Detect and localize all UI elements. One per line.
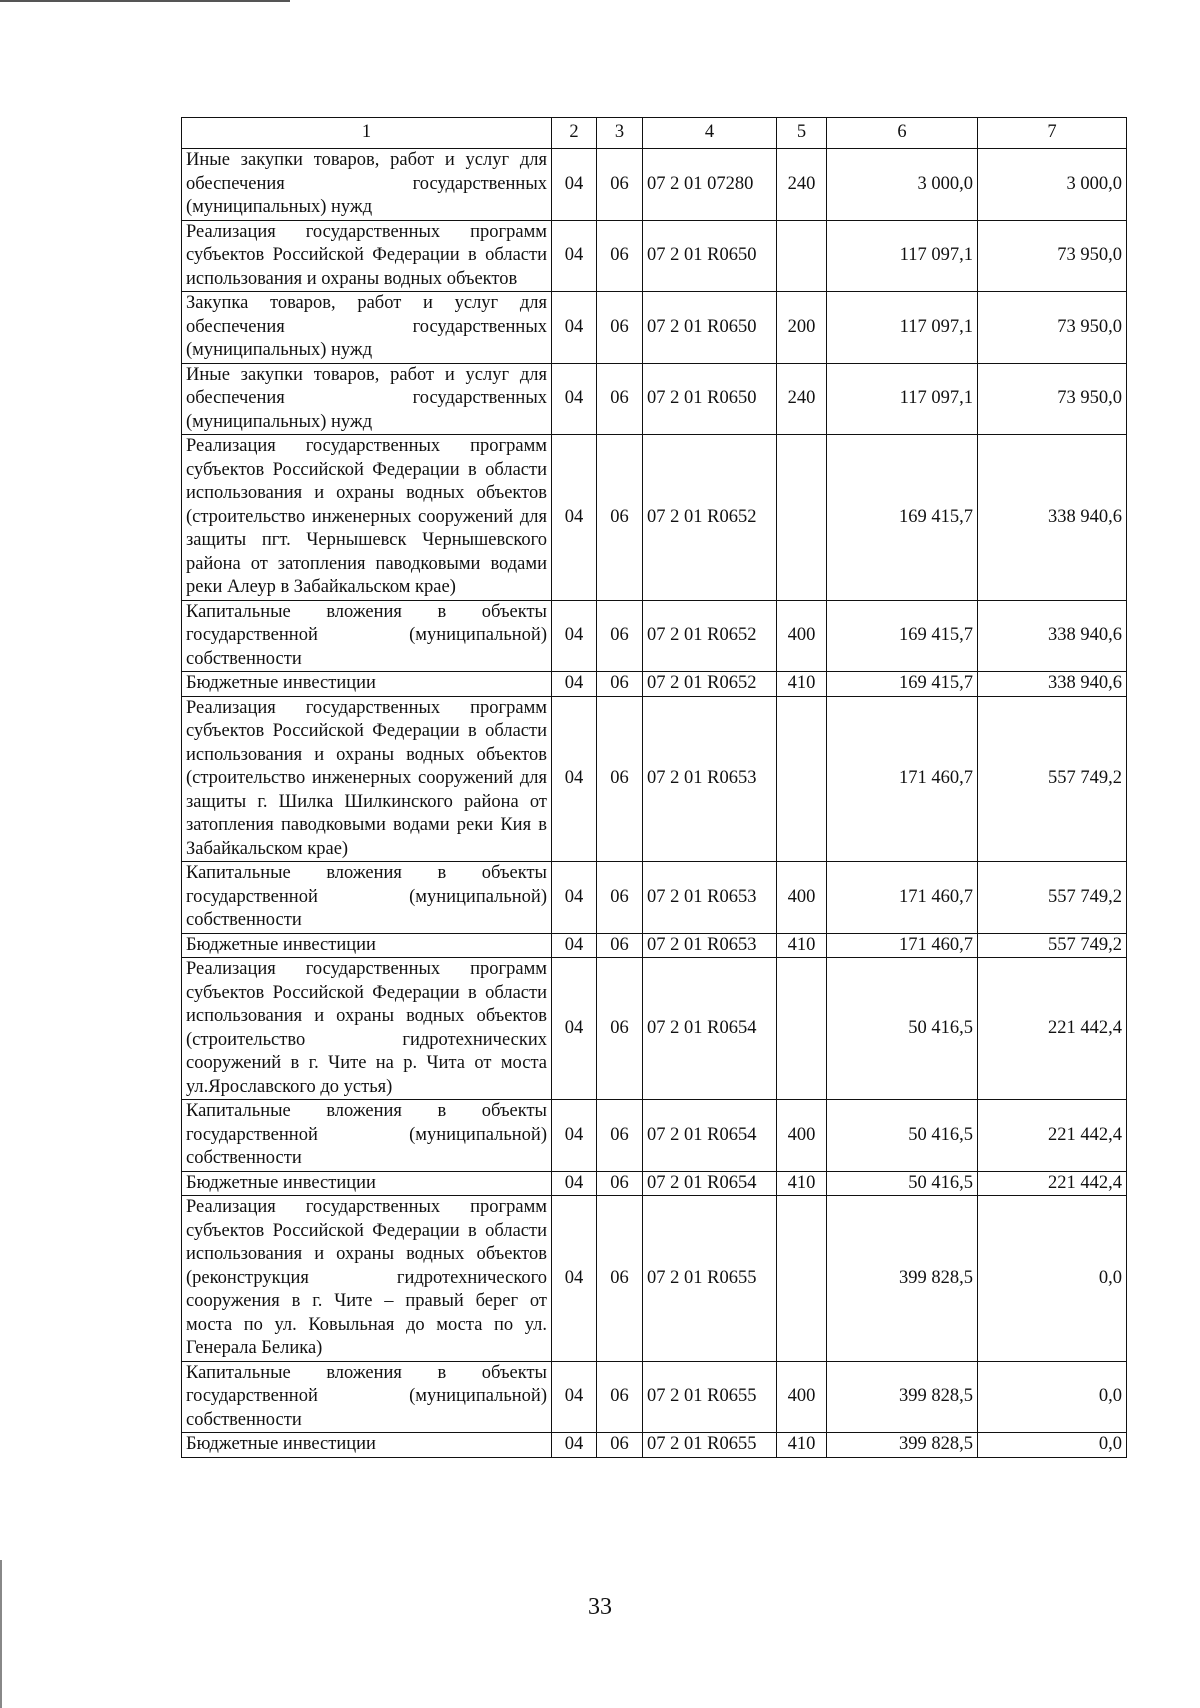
- table-row: [182, 363, 1127, 435]
- table-row: [182, 1100, 1127, 1172]
- row-expense-type-cell: [777, 696, 827, 862]
- header-cell-4: 4: [643, 118, 777, 149]
- row-subsection-cell: 06: [597, 1433, 643, 1458]
- row-name-cell: Бюджетные инвестиции: [182, 1433, 552, 1458]
- row-subsection-cell: 06: [597, 1100, 643, 1172]
- row-name-cell: Реализация государственных программ субъектов Российской Федерации в области использования и охраны водных объектов (строительство гидротехнических сооружений в г. Чите на р. Чита от моста ул.Ярославского до устья): [182, 958, 552, 1100]
- row-name-cell: Реализация государственных программ субъектов Российской Федерации в области использования и охраны водных объектов (строительство инженерных сооружений для защиты г. Шилка Шилкинского района от затопления паводковыми водами реки Кия в Забайкальском крае): [182, 696, 552, 862]
- table-row: [182, 600, 1127, 672]
- row-amount-col7-cell: 0,0: [978, 1361, 1127, 1433]
- row-target-code-cell: 07 2 01 R0655: [643, 1433, 777, 1458]
- row-amount-col7-cell: 73 950,0: [978, 363, 1127, 435]
- row-subsection-cell: 06: [597, 435, 643, 601]
- row-target-code-cell: 07 2 01 R0650: [643, 363, 777, 435]
- row-target-code-cell: 07 2 01 R0653: [643, 933, 777, 958]
- row-target-code-cell: 07 2 01 R0653: [643, 862, 777, 934]
- row-amount-col6-cell: 117 097,1: [827, 292, 978, 364]
- row-target-code-cell: 07 2 01 R0650: [643, 220, 777, 292]
- row-section-cell: 04: [552, 696, 597, 862]
- row-amount-col7-cell: 557 749,2: [978, 933, 1127, 958]
- row-target-code-cell: 07 2 01 R0654: [643, 1100, 777, 1172]
- row-section-cell: 04: [552, 1361, 597, 1433]
- row-amount-col6-cell: 50 416,5: [827, 958, 978, 1100]
- row-subsection-cell: 06: [597, 696, 643, 862]
- row-subsection-cell: 06: [597, 600, 643, 672]
- row-amount-col7-cell: 0,0: [978, 1196, 1127, 1362]
- row-subsection-cell: 06: [597, 363, 643, 435]
- row-name-cell: Капитальные вложения в объекты государственной (муниципальной) собственности: [182, 600, 552, 672]
- row-name-cell: Реализация государственных программ субъектов Российской Федерации в области использования и охраны водных объектов: [182, 220, 552, 292]
- row-name-cell: Бюджетные инвестиции: [182, 672, 552, 697]
- row-subsection-cell: 06: [597, 958, 643, 1100]
- row-amount-col6-cell: 169 415,7: [827, 600, 978, 672]
- table-row: [182, 672, 1127, 697]
- row-amount-col7-cell: 338 940,6: [978, 435, 1127, 601]
- row-section-cell: 04: [552, 672, 597, 697]
- row-section-cell: 04: [552, 220, 597, 292]
- row-subsection-cell: 06: [597, 149, 643, 221]
- header-cell-3: 3: [597, 118, 643, 149]
- row-expense-type-cell: [777, 958, 827, 1100]
- row-amount-col6-cell: 399 828,5: [827, 1361, 978, 1433]
- row-amount-col7-cell: 221 442,4: [978, 1171, 1127, 1196]
- row-amount-col7-cell: 3 000,0: [978, 149, 1127, 221]
- row-amount-col6-cell: 117 097,1: [827, 220, 978, 292]
- table-row: [182, 1171, 1127, 1196]
- row-subsection-cell: 06: [597, 1196, 643, 1362]
- row-name-cell: Капитальные вложения в объекты государственной (муниципальной) собственности: [182, 1100, 552, 1172]
- row-amount-col6-cell: 171 460,7: [827, 696, 978, 862]
- row-amount-col7-cell: 221 442,4: [978, 958, 1127, 1100]
- row-target-code-cell: 07 2 01 R0652: [643, 600, 777, 672]
- table-row: [182, 1361, 1127, 1433]
- row-amount-col6-cell: 50 416,5: [827, 1171, 978, 1196]
- row-subsection-cell: 06: [597, 220, 643, 292]
- table-row: [182, 149, 1127, 221]
- row-name-cell: Реализация государственных программ субъектов Российской Федерации в области использования и охраны водных объектов (реконструкция гидротехнического сооружения в г. Чите – правый берег от моста по ул. Ковыльная до моста по ул. Генерала Белика): [182, 1196, 552, 1362]
- row-name-cell: Закупка товаров, работ и услуг для обеспечения государственных (муниципальных) нужд: [182, 292, 552, 364]
- row-expense-type-cell: [777, 435, 827, 601]
- row-amount-col7-cell: 73 950,0: [978, 292, 1127, 364]
- row-expense-type-cell: 410: [777, 672, 827, 697]
- row-name-cell: Капитальные вложения в объекты государственной (муниципальной) собственности: [182, 1361, 552, 1433]
- row-section-cell: 04: [552, 1171, 597, 1196]
- header-cell-5: 5: [777, 118, 827, 149]
- row-subsection-cell: 06: [597, 292, 643, 364]
- row-name-cell: Реализация государственных программ субъектов Российской Федерации в области использования и охраны водных объектов (строительство инженерных сооружений для защиты пгт. Чернышевск Чернышевского района от затопления паводковыми водами реки Алеур в Забайкальском крае): [182, 435, 552, 601]
- header-row: [182, 118, 1127, 149]
- row-amount-col6-cell: 117 097,1: [827, 363, 978, 435]
- row-target-code-cell: 07 2 01 R0654: [643, 1171, 777, 1196]
- row-target-code-cell: 07 2 01 R0650: [643, 292, 777, 364]
- table-row: [182, 1196, 1127, 1362]
- header-cell-2: 2: [552, 118, 597, 149]
- row-section-cell: 04: [552, 958, 597, 1100]
- row-amount-col6-cell: 399 828,5: [827, 1196, 978, 1362]
- table-row: [182, 435, 1127, 601]
- table-row: [182, 696, 1127, 862]
- row-target-code-cell: 07 2 01 07280: [643, 149, 777, 221]
- table-row: [182, 1433, 1127, 1458]
- table-row: [182, 933, 1127, 958]
- header-cell-7: 7: [978, 118, 1127, 149]
- row-target-code-cell: 07 2 01 R0655: [643, 1196, 777, 1362]
- row-expense-type-cell: 410: [777, 1433, 827, 1458]
- row-target-code-cell: 07 2 01 R0655: [643, 1361, 777, 1433]
- page-number: 33: [588, 1594, 612, 1620]
- row-amount-col7-cell: 0,0: [978, 1433, 1127, 1458]
- row-amount-col6-cell: 50 416,5: [827, 1100, 978, 1172]
- row-amount-col6-cell: 399 828,5: [827, 1433, 978, 1458]
- row-name-cell: Бюджетные инвестиции: [182, 933, 552, 958]
- row-amount-col7-cell: 221 442,4: [978, 1100, 1127, 1172]
- row-amount-col6-cell: 171 460,7: [827, 933, 978, 958]
- row-amount-col7-cell: 338 940,6: [978, 672, 1127, 697]
- row-name-cell: Иные закупки товаров, работ и услуг для обеспечения государственных (муниципальных) нужд: [182, 363, 552, 435]
- row-target-code-cell: 07 2 01 R0654: [643, 958, 777, 1100]
- row-subsection-cell: 06: [597, 1171, 643, 1196]
- row-section-cell: 04: [552, 1100, 597, 1172]
- row-expense-type-cell: 200: [777, 292, 827, 364]
- row-amount-col6-cell: 171 460,7: [827, 862, 978, 934]
- row-target-code-cell: 07 2 01 R0653: [643, 696, 777, 862]
- header-cell-1: 1: [182, 118, 552, 149]
- row-name-cell: Капитальные вложения в объекты государственной (муниципальной) собственности: [182, 862, 552, 934]
- row-target-code-cell: 07 2 01 R0652: [643, 672, 777, 697]
- row-name-cell: Иные закупки товаров, работ и услуг для обеспечения государственных (муниципальных) нужд: [182, 149, 552, 221]
- row-amount-col7-cell: 557 749,2: [978, 696, 1127, 862]
- row-expense-type-cell: 400: [777, 600, 827, 672]
- row-expense-type-cell: 400: [777, 862, 827, 934]
- row-section-cell: 04: [552, 1433, 597, 1458]
- row-section-cell: 04: [552, 149, 597, 221]
- row-expense-type-cell: [777, 220, 827, 292]
- row-amount-col7-cell: 557 749,2: [978, 862, 1127, 934]
- row-subsection-cell: 06: [597, 1361, 643, 1433]
- row-expense-type-cell: 410: [777, 1171, 827, 1196]
- row-subsection-cell: 06: [597, 672, 643, 697]
- row-subsection-cell: 06: [597, 862, 643, 934]
- row-expense-type-cell: 400: [777, 1100, 827, 1172]
- table-row: [182, 292, 1127, 364]
- scan-left-edge: [0, 1560, 2, 1708]
- row-section-cell: 04: [552, 933, 597, 958]
- table-row: [182, 862, 1127, 934]
- row-amount-col7-cell: 338 940,6: [978, 600, 1127, 672]
- row-section-cell: 04: [552, 862, 597, 934]
- table-row: [182, 220, 1127, 292]
- row-expense-type-cell: [777, 1196, 827, 1362]
- row-section-cell: 04: [552, 1196, 597, 1362]
- row-amount-col6-cell: 169 415,7: [827, 435, 978, 601]
- row-subsection-cell: 06: [597, 933, 643, 958]
- row-amount-col6-cell: 3 000,0: [827, 149, 978, 221]
- row-expense-type-cell: 240: [777, 149, 827, 221]
- row-expense-type-cell: 240: [777, 363, 827, 435]
- header-cell-6: 6: [827, 118, 978, 149]
- row-expense-type-cell: 410: [777, 933, 827, 958]
- row-section-cell: 04: [552, 363, 597, 435]
- row-expense-type-cell: 400: [777, 1361, 827, 1433]
- budget-table: [181, 117, 1127, 1458]
- row-section-cell: 04: [552, 292, 597, 364]
- row-name-cell: Бюджетные инвестиции: [182, 1171, 552, 1196]
- row-amount-col6-cell: 169 415,7: [827, 672, 978, 697]
- scan-top-border: [0, 0, 290, 2]
- row-section-cell: 04: [552, 435, 597, 601]
- row-section-cell: 04: [552, 600, 597, 672]
- row-amount-col7-cell: 73 950,0: [978, 220, 1127, 292]
- row-target-code-cell: 07 2 01 R0652: [643, 435, 777, 601]
- table-row: [182, 958, 1127, 1100]
